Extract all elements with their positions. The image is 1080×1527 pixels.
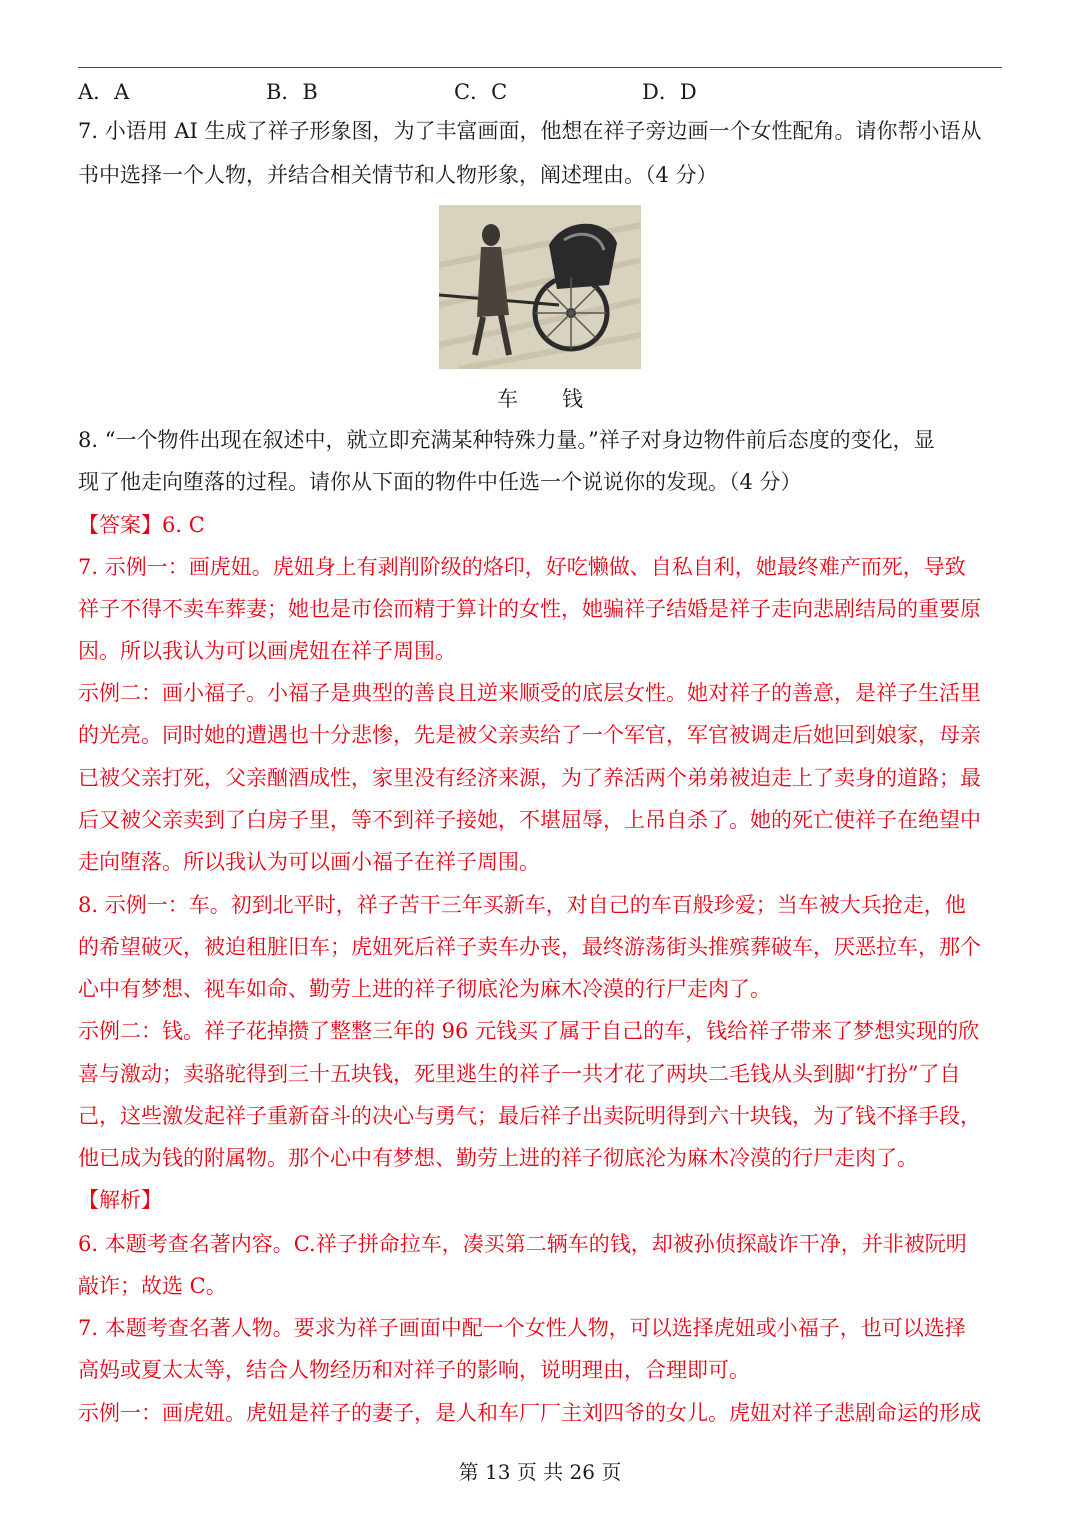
answer-line: 心中有梦想、视车如命、勤劳上进的祥子彻底沦为麻木冷漠的行尸走肉了。 [78, 977, 771, 1001]
answer-line: 示例二：钱。祥子花掉攒了整整三年的 96 元钱买了属于自己的车，钱给祥子带来了梦想实现的欣 [78, 1019, 980, 1043]
option-c: C．C [454, 80, 508, 104]
answer-line: 8. 示例一：车。初到北平时，祥子苦干三年买新车，对自己的车百般珍爱；当车被大兵抢走，他 [78, 893, 966, 917]
answer-line: 7. 示例一：画虎妞。虎妞身上有剥削阶级的烙印，好吃懒做、自私自利，她最终难产而死，导致 [78, 555, 966, 579]
question-7-line-2: 书中选择一个人物，并结合相关情节和人物形象，阐述理由。（4 分） [78, 163, 718, 187]
answer-line: 喜与激动；卖骆驼得到三十五块钱，死里逃生的祥子一共才花了两块二毛钱从头到脚“打扮”了自 [78, 1062, 961, 1086]
option-a: A．A [78, 80, 130, 104]
option-d: D．D [642, 80, 697, 104]
analysis-line: 示例一：画虎妞。虎妞是祥子的妻子，是人和车厂厂主刘四爷的女儿。虎妞对祥子悲剧命运的形成 [78, 1401, 981, 1425]
top-divider [78, 67, 1002, 68]
answer-line: 己，这些激发起祥子重新奋斗的决心与勇气；最后祥子出卖阮明得到六十块钱，为了钱不择手段， [78, 1104, 981, 1128]
answer-options [78, 74, 1002, 110]
question-7-line-1: 7. 小语用 AI 生成了祥子形象图，为了丰富画面，他想在祥子旁边画一个女性配角。请你帮小语从 [78, 119, 982, 143]
option-b: B．B [266, 80, 318, 104]
question-8-line-1: 8. “一个物件出现在叙述中，就立即充满某种特殊力量。”祥子对身边物件前后态度的变化，显 [78, 428, 935, 452]
answer-line: 走向堕落。所以我认为可以画小福子在祥子周围。 [78, 850, 540, 874]
analysis-line: 6. 本题考查名著内容。C.祥子拼命拉车，凑买第二辆车的钱，却被孙侦探敲诈干净，并非被阮明 [78, 1232, 967, 1256]
answer-line: 因。所以我认为可以画虎妞在祥子周围。 [78, 639, 456, 663]
analysis-line: 7. 本题考查名著人物。要求为祥子画面中配一个女性人物，可以选择虎妞或小福子，也可以选择 [78, 1316, 966, 1340]
caption-money: 钱 [562, 387, 583, 411]
page-number-footer: 第 13 页 共 26 页 [458, 1460, 622, 1484]
caption-car: 车 [497, 387, 518, 411]
answer-line: 示例二：画小福子。小福子是典型的善良且逆来顺受的底层女性。她对祥子的善意，是祥子生活里 [78, 681, 981, 705]
analysis-heading: 【解析】 [78, 1188, 162, 1212]
answer-line: 的希望破灭，被迫租脏旧车；虎妞死后祥子卖车办丧，最终游荡街头推殡葬破车，厌恶拉车，那个 [78, 935, 981, 959]
question-8-line-2: 现了他走向堕落的过程。请你从下面的物件中任选一个说说你的发现。（4 分） [78, 470, 802, 494]
analysis-line: 高妈或夏太太等，结合人物经历和对祥子的影响，说明理由，合理即可。 [78, 1358, 750, 1382]
answer-line: 已被父亲打死，父亲酗酒成性，家里没有经济来源，为了养活两个弟弟被迫走上了卖身的道路；最 [78, 766, 981, 790]
rickshaw-illustration [439, 205, 641, 369]
analysis-line: 敲诈；故选 C。 [78, 1274, 227, 1298]
answer-line: 他已成为钱的附属物。那个心中有梦想、勤劳上进的祥子彻底沦为麻木冷漠的行尸走肉了。 [78, 1146, 918, 1170]
answer-heading: 【答案】6. C [78, 513, 205, 537]
answer-line: 祥子不得不卖车葬妻；她也是市侩而精于算计的女性，她骗祥子结婚是祥子走向悲剧结局的重要原 [78, 597, 981, 621]
answer-line: 的光亮。同时她的遭遇也十分悲惨，先是被父亲卖给了一个军官，军官被调走后她回到娘家，母亲 [78, 723, 981, 747]
answer-line: 后又被父亲卖到了白房子里，等不到祥子接她，不堪屈辱，上吊自杀了。她的死亡使祥子在绝望中 [78, 808, 981, 832]
